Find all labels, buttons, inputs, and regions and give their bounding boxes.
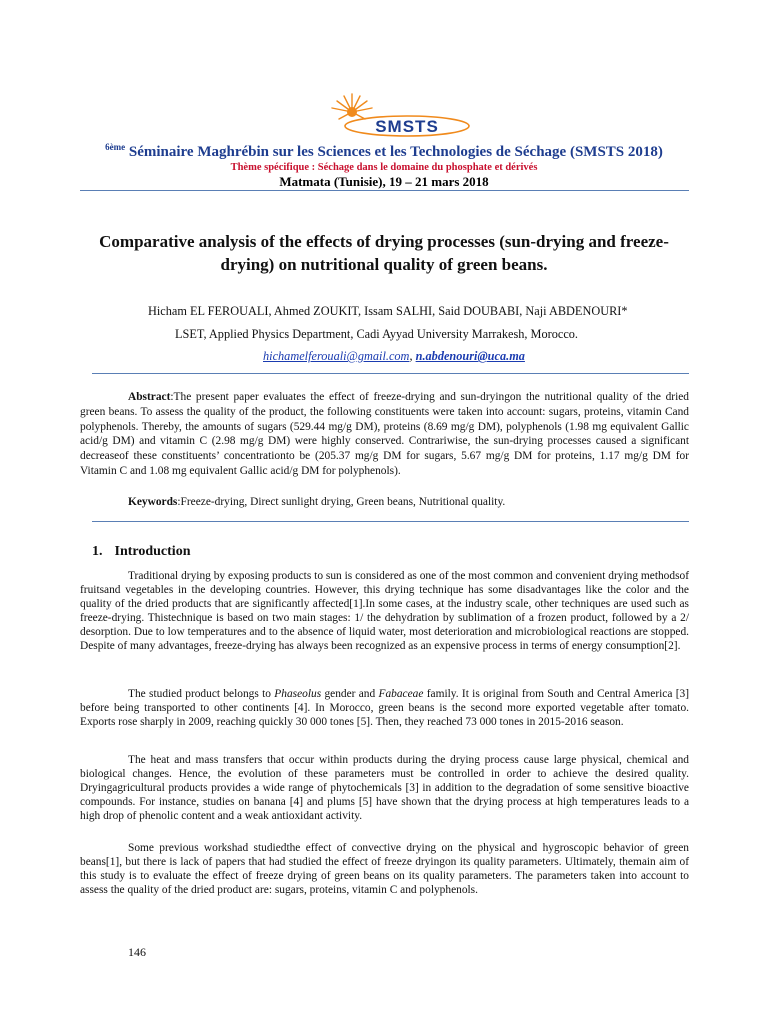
affiliation: LSET, Applied Physics Department, Cadi Ayyad University Marrakesh, Morocco. — [175, 327, 578, 341]
section-number: 1. — [92, 544, 103, 559]
logo-text: SMSTS — [375, 117, 439, 136]
conference-place-date: Matmata (Tunisie), 19 – 21 mars 2018 — [279, 174, 489, 189]
abstract-bottom-divider — [92, 521, 689, 522]
header-divider — [80, 190, 689, 191]
section-title: Introduction — [114, 544, 191, 559]
page-number: 146 — [128, 945, 146, 959]
email-link-corresponding-author[interactable]: n.abdenouri@uca.ma — [415, 349, 525, 363]
conference-name: Séminaire Maghrébin sur les Sciences et les Technologies de Séchage (SMSTS 2018) — [128, 144, 663, 160]
conference-title — [0, 142, 768, 161]
email-link-first-author[interactable]: hichamelferouali@gmail.com — [263, 349, 410, 363]
section-heading-introduction — [92, 544, 190, 560]
contact-emails — [263, 349, 525, 364]
keywords — [128, 496, 505, 508]
abstract-label: Abstract — [128, 391, 171, 403]
keywords-text: :Freeze-drying, Direct sunlight drying, Green beans, Nutritional quality. — [177, 496, 506, 508]
intro-paragraph-1: Traditional drying by exposing products to sun is considered as one of the most common and convenient drying methodsof fruitsand vegetables in the developing countries. However, this drying technique has some disadvantages like the color and the quality of the dried products that are significantly affected[1].In some cases, at the industry scale, other techniques are used such as freeze-drying. Thistechnique is based on two main stages: 1/ the dehydration by sublimation of a frozen product, followed by a 2/ desorption. Due to low temperatures and to the absence of liquid water, most deterioration and microbiological reactions are stopped. Despite of many advantages, freeze-drying has always been recognized as an expensive process in terms of energy consumption[2]. — [80, 570, 689, 652]
email-separator: , — [409, 349, 416, 363]
genus-name: Phaseolus — [274, 688, 322, 700]
abstract-top-divider — [92, 373, 689, 374]
smsts-logo — [322, 92, 472, 144]
keywords-label: Keywords — [128, 496, 178, 508]
conference-theme: Thème spécifique : Séchage dans le domaine du phosphate et dérivés — [230, 162, 538, 173]
paragraph-text: The studied product belongs to — [128, 688, 275, 700]
abstract — [80, 390, 689, 479]
paper-title: Comparative analysis of the effects of drying processes (sun-drying and freeze-drying) on nutritional quality of green beans. — [99, 232, 669, 274]
author-list: Hicham EL FEROUALI, Ahmed ZOUKIT, Issam SALHI, Said DOUBABI, Naji ABDENOURI* — [148, 304, 628, 318]
paragraph-text: family. It is original from South and Central America [3] before being transported to other continents [4]. In Morocco, green beans is the second more exported vegetable after tomato. Exports rose sharply in 2009, reaching quickly 30 000 tones [5]. Then, they reached 73 000 tones in 2015-2016 season. — [80, 688, 689, 728]
family-name: Fabaceae — [378, 688, 424, 700]
conference-edition: 6ème — [105, 142, 126, 152]
intro-paragraph-4: Some previous workshad studiedthe effect of convective drying on the physical and hygroscopic behavior of green beans[1], but there is lack of papers that had studied the effect of freeze dryingon its quality parameters. Ultimately, themain aim of this study is to evaluate the effect of freeze drying of green beans on its quality parameters. The parameters taken into account to assess the quality of the dried product are: sugars, proteins, vitamin C and polyphenols. — [80, 842, 689, 896]
intro-paragraph-3: The heat and mass transfers that occur within products during the drying process cause large physical, chemical and biological changes. Hence, the evolution of these parameters must be controlled in order to achieve the desired quality. Dryingagricultural products provides a wide range of phytochemicals [3] in addition to the degradation of some sensitive bioactive compounds. For instance, studies on banana [4] and plums [5] have shown that the drying process at high temperatures leads to a high drop of phenolic content and a weak antioxidant activity. — [80, 754, 689, 822]
intro-paragraph-2 — [80, 688, 689, 730]
abstract-text: :The present paper evaluates the effect of freeze-drying and sun-dryingon the nutritional quality of the dried green beans. To assess the quality of the product, the following constituents were taken into account: sugars, proteins, vitamin Cand polyphenols. Thereby, the amounts of sugars (529.44 mg/g DM), proteins (8.69 mg/g DM), polyphenols (1.98 mg equivalent Gallic acid/g DM) and vitamin C (2.98 mg/g DM) were highly conserved. Contrariwise, the sun-drying processes caused a significant decreaseof these constituents’ concentrationto be (205.37 mg/g DM for sugars, 5.67 mg/g DM for proteins, 1.17 mg/g DM for Vitamin C and 1.08 mg equivalent Gallic acid/g DM for polyphenols). — [80, 391, 689, 477]
paragraph-text: gender and — [321, 688, 379, 700]
